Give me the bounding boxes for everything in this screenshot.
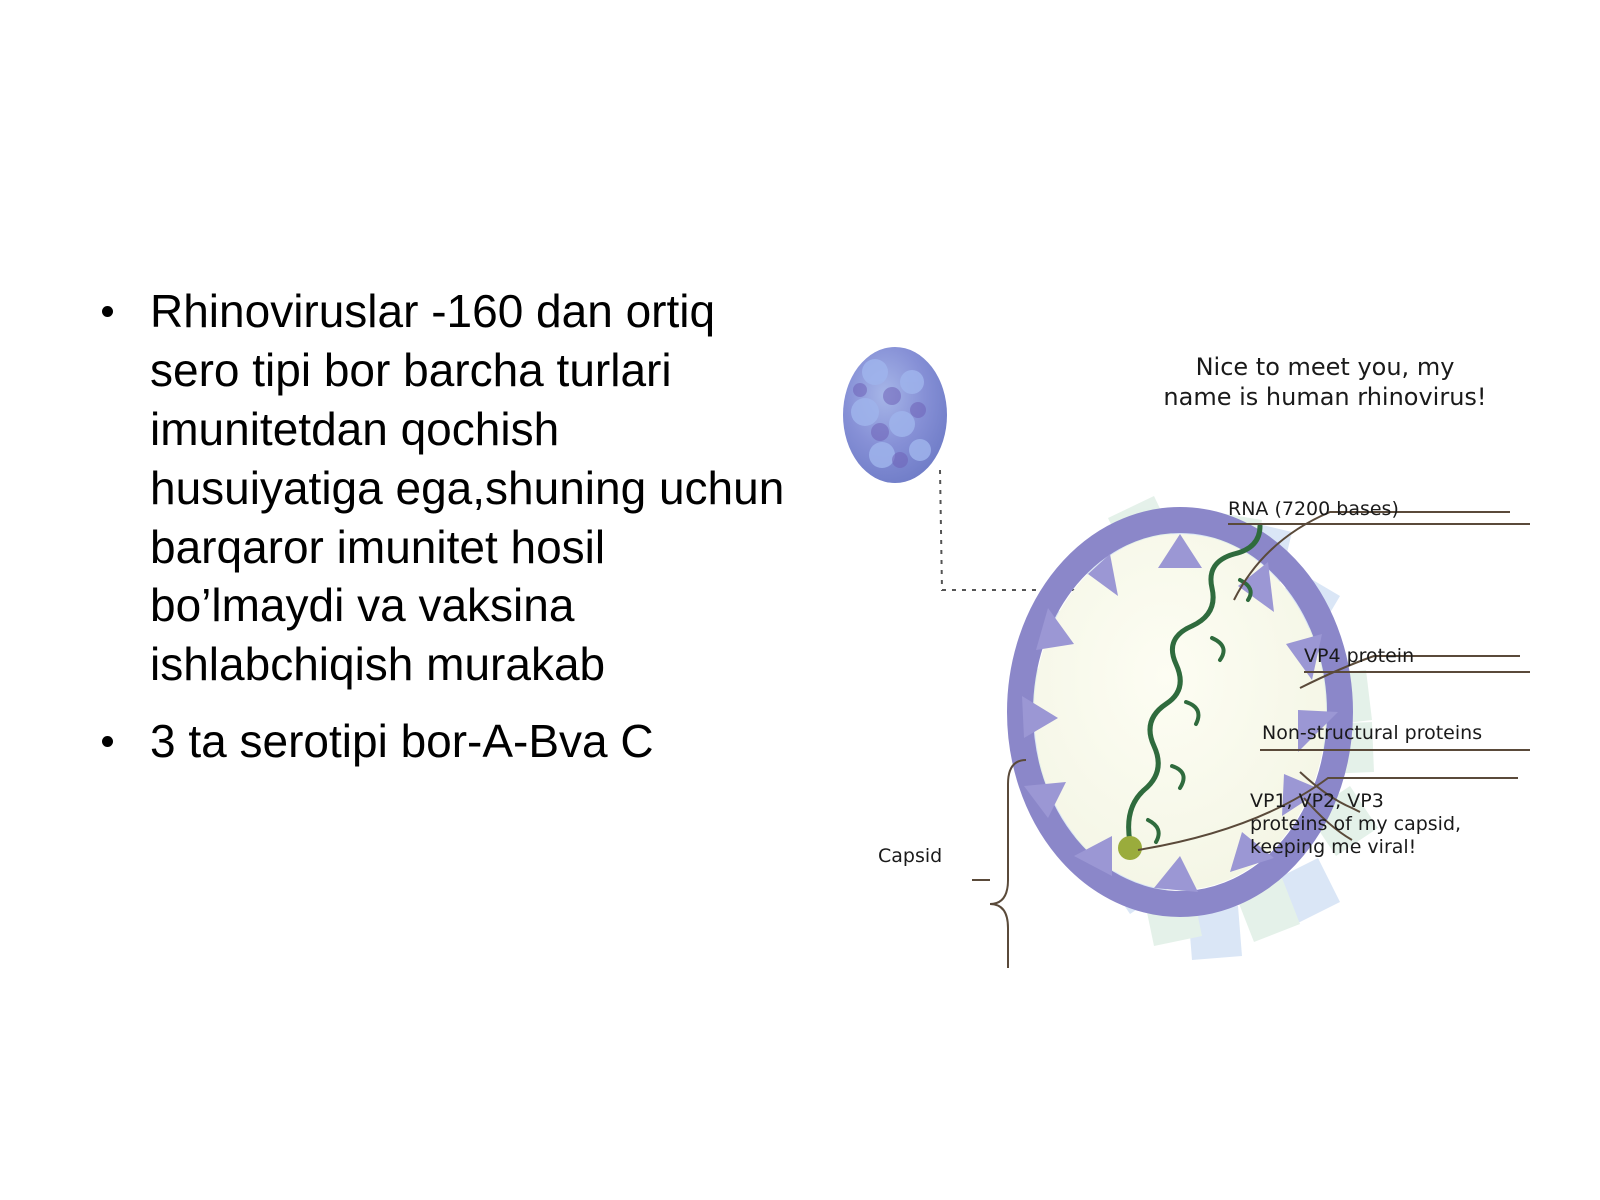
bullet-dot-icon xyxy=(102,736,113,747)
virus-particle-icon xyxy=(843,347,947,483)
rhinovirus-diagram xyxy=(830,320,1550,1000)
rhinovirus-illustration-svg xyxy=(830,320,1550,1000)
bullet-list xyxy=(78,282,798,771)
speech-caption: Nice to meet you, my name is human rhinovirus! xyxy=(1163,353,1487,411)
label-capsid: Capsid xyxy=(878,845,943,867)
bullet-dot-icon xyxy=(102,306,113,317)
bullet-text: 3 ta serotipi bor-A-Bva C xyxy=(150,715,654,768)
label-vp1-vp2-vp3-proteins: VP1, VP2, VP3 proteins of my capsid, keeping me viral! xyxy=(1250,790,1462,859)
label-rna: RNA (7200 bases) xyxy=(1228,498,1399,520)
list-item xyxy=(78,712,798,771)
rna-end-dot xyxy=(1118,836,1142,860)
label-vp4-protein: VP4 protein xyxy=(1304,645,1415,667)
list-item xyxy=(78,282,798,694)
bullet-text: Rhinoviruslar -160 dan ortiq sero tipi bor barcha turlari imunitetdan qochish husuiyatiga ega,shuning uchun barqaror imunitet hosil bo’lmaydi va vaksina ishlabchiqish murakab xyxy=(150,285,785,691)
bullet-text-column xyxy=(78,282,798,789)
label-non-structural-proteins: Non-structural proteins xyxy=(1262,722,1483,744)
